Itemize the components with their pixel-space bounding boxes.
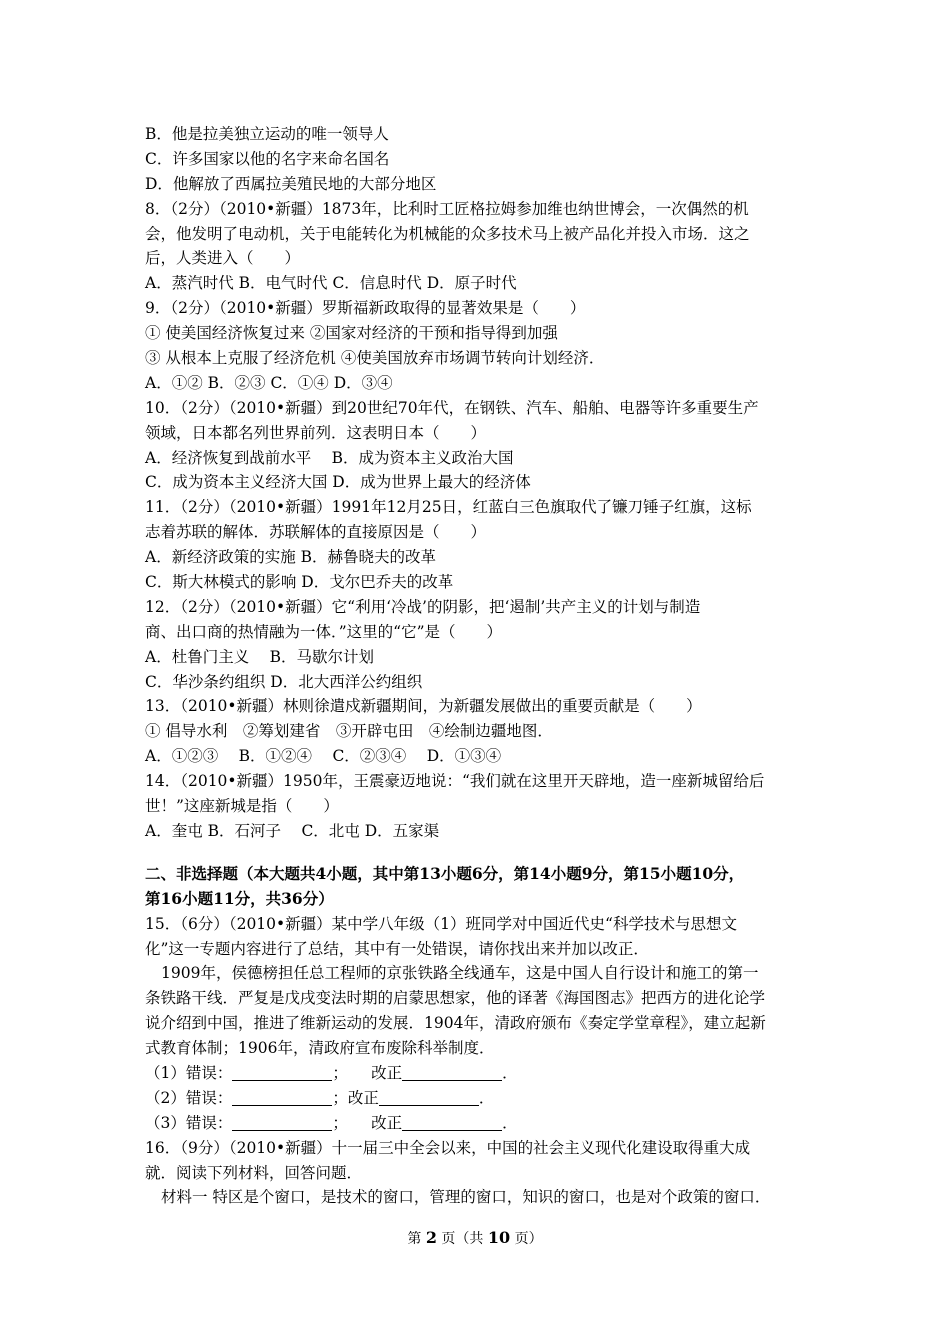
correction-blank[interactable] bbox=[402, 1064, 502, 1081]
answer-end: ． bbox=[502, 1113, 518, 1132]
question-14-line: 世！”这座新城是指（ ） bbox=[145, 797, 339, 816]
question-9-line: 9．（2分）（2010•新疆）罗斯福新政取得的显著效果是（ ） bbox=[145, 299, 586, 318]
answer-label: （2）错误： bbox=[145, 1088, 233, 1107]
section-heading: 第16小题11分，共36分） bbox=[145, 888, 334, 908]
question-12-line: 12．（2分）（2010•新疆）它“利用‘冷战’的阴影，把‘遏制’共产主义的计划与制造 bbox=[145, 597, 701, 616]
answer-row-2 bbox=[145, 1086, 825, 1111]
question-11-options: C．斯大林模式的影响 D．戈尔巴乔夫的改革 bbox=[145, 573, 454, 592]
question-12-line: 商、出口商的热情融为一体．”这里的“它”是（ ） bbox=[145, 622, 503, 641]
question-10-options: A．经济恢复到战前水平 B．成为资本主义政治大国 bbox=[145, 448, 514, 467]
option-line: D．他解放了西属拉美殖民地的大部分地区 bbox=[145, 174, 437, 193]
question-9-options: A．①② B．②③ C．①④ D．③④ bbox=[145, 373, 393, 392]
question-16-material: 材料一 特区是个窗口，是技术的窗口，管理的窗口，知识的窗口，也是对个政策的窗口． bbox=[161, 1188, 771, 1207]
page-total: 10 bbox=[487, 1228, 511, 1247]
question-14-options: A．奎屯 B．石河子 C．北屯 D．五家渠 bbox=[145, 821, 440, 840]
question-15-passage: 条铁路干线．严复是戊戌变法时期的启蒙思想家，他的译著《海国图志》把西方的进化论学 bbox=[145, 989, 766, 1008]
page-number: 2 bbox=[425, 1228, 437, 1247]
correction-label: ； 改正 bbox=[332, 1113, 403, 1132]
section-heading: 二、非选择题（本大题共4小题，其中第13小题6分，第14小题9分，第15小题10分， bbox=[145, 863, 745, 883]
question-11-options: A．新经济政策的实施 B．赫鲁晓夫的改革 bbox=[145, 548, 437, 567]
error-blank[interactable] bbox=[232, 1114, 332, 1131]
question-15-line: 15．（6分）（2010•新疆）某中学八年级（1）班同学对中国近代史“科学技术与思想文 bbox=[145, 914, 737, 933]
question-8-options: A．蒸汽时代 B．电气时代 C．信息时代 D．原子时代 bbox=[145, 274, 517, 293]
correction-label: ； 改正 bbox=[332, 1063, 403, 1082]
question-15-passage: 1909年，侯德榜担任总工程师的京张铁路全线通车，这是中国人自行设计和施工的第一 bbox=[161, 964, 759, 983]
question-10-options: C．成为资本主义经济大国 D．成为世界上最大的经济体 bbox=[145, 473, 531, 492]
question-9-statement: ① 使美国经济恢复过来 ②国家对经济的干预和指导得到加强 bbox=[145, 324, 558, 343]
answer-row-3 bbox=[145, 1111, 825, 1136]
footer-suffix: 页） bbox=[510, 1231, 543, 1247]
question-8-line: 8．（2分）（2010•新疆）1873年，比利时工匠格拉姆参加维也纳世博会，一次偶然的机 bbox=[145, 199, 749, 218]
question-8-line: 会，他发明了电动机，关于电能转化为机械能的众多技术马上被产品化并投入市场．这之 bbox=[145, 224, 750, 243]
correction-blank[interactable] bbox=[379, 1089, 479, 1106]
question-13-statement: ① 倡导水利 ②筹划建省 ③开辟屯田 ④绘制边疆地图． bbox=[145, 722, 553, 741]
question-14-line: 14．（2010•新疆）1950年，王震豪迈地说：“我们就在这里开天辟地，造一座新城留给后 bbox=[145, 772, 765, 791]
footer-middle: 页（共 bbox=[436, 1231, 488, 1247]
error-blank[interactable] bbox=[232, 1064, 332, 1081]
question-10-line: 领域，日本都名列世界前列．这表明日本（ ） bbox=[145, 423, 487, 442]
question-11-line: 志着苏联的解体．苏联解体的直接原因是（ ） bbox=[145, 523, 487, 542]
section-gap bbox=[145, 844, 825, 862]
question-12-options: C．华沙条约组织 D．北大西洋公约组织 bbox=[145, 672, 423, 691]
question-15-line: 化”这一专题内容进行了总结，其中有一处错误，请你找出来并加以改正． bbox=[145, 939, 649, 958]
question-10-line: 10．（2分）（2010•新疆）到20世纪70年代，在钢铁、汽车、船舶、电器等许多重要生产 bbox=[145, 398, 759, 417]
answer-label: （3）错误： bbox=[145, 1113, 233, 1132]
question-12-options: A．杜鲁门主义 B．马歇尔计划 bbox=[145, 647, 375, 666]
answer-row-1 bbox=[145, 1061, 825, 1086]
correction-label: ；改正 bbox=[332, 1088, 379, 1107]
question-15-passage: 说介绍到中国，推进了维新运动的发展．1904年，清政府颁布《奏定学堂章程》，建立起新 bbox=[145, 1014, 766, 1033]
page-content bbox=[145, 122, 825, 1210]
answer-label: （1）错误： bbox=[145, 1063, 233, 1082]
option-line: B．他是拉美独立运动的唯一领导人 bbox=[145, 125, 389, 143]
question-13-options: A．①②③ B．①②④ C．②③④ D．①③④ bbox=[145, 747, 502, 766]
question-15-passage: 式教育体制；1906年，清政府宣布废除科举制度． bbox=[145, 1039, 495, 1058]
page-footer bbox=[0, 1228, 950, 1249]
footer-prefix: 第 bbox=[407, 1231, 426, 1247]
question-13-line: 13．（2010•新疆）林则徐遣戍新疆期间，为新疆发展做出的重要贡献是（ ） bbox=[145, 697, 702, 716]
question-11-line: 11．（2分）（2010•新疆）1991年12月25日，红蓝白三色旗取代了镰刀锤子红旗，这标 bbox=[145, 498, 752, 517]
answer-end: ． bbox=[478, 1088, 495, 1107]
question-16-line: 16．（9分）（2010•新疆）十一届三中全会以来，中国的社会主义现代化建设取得重大成 bbox=[145, 1138, 751, 1157]
answer-end: ． bbox=[502, 1063, 518, 1082]
question-16-line: 就．阅读下列材料，回答问题． bbox=[145, 1163, 363, 1182]
option-line: C．许多国家以他的名字来命名国名 bbox=[145, 149, 390, 168]
question-8-line: 后，人类进入（ ） bbox=[145, 249, 301, 268]
error-blank[interactable] bbox=[232, 1089, 332, 1106]
correction-blank[interactable] bbox=[402, 1114, 502, 1131]
question-9-statement: ③ 从根本上克服了经济危机 ④使美国放弃市场调节转向计划经济． bbox=[145, 349, 605, 368]
